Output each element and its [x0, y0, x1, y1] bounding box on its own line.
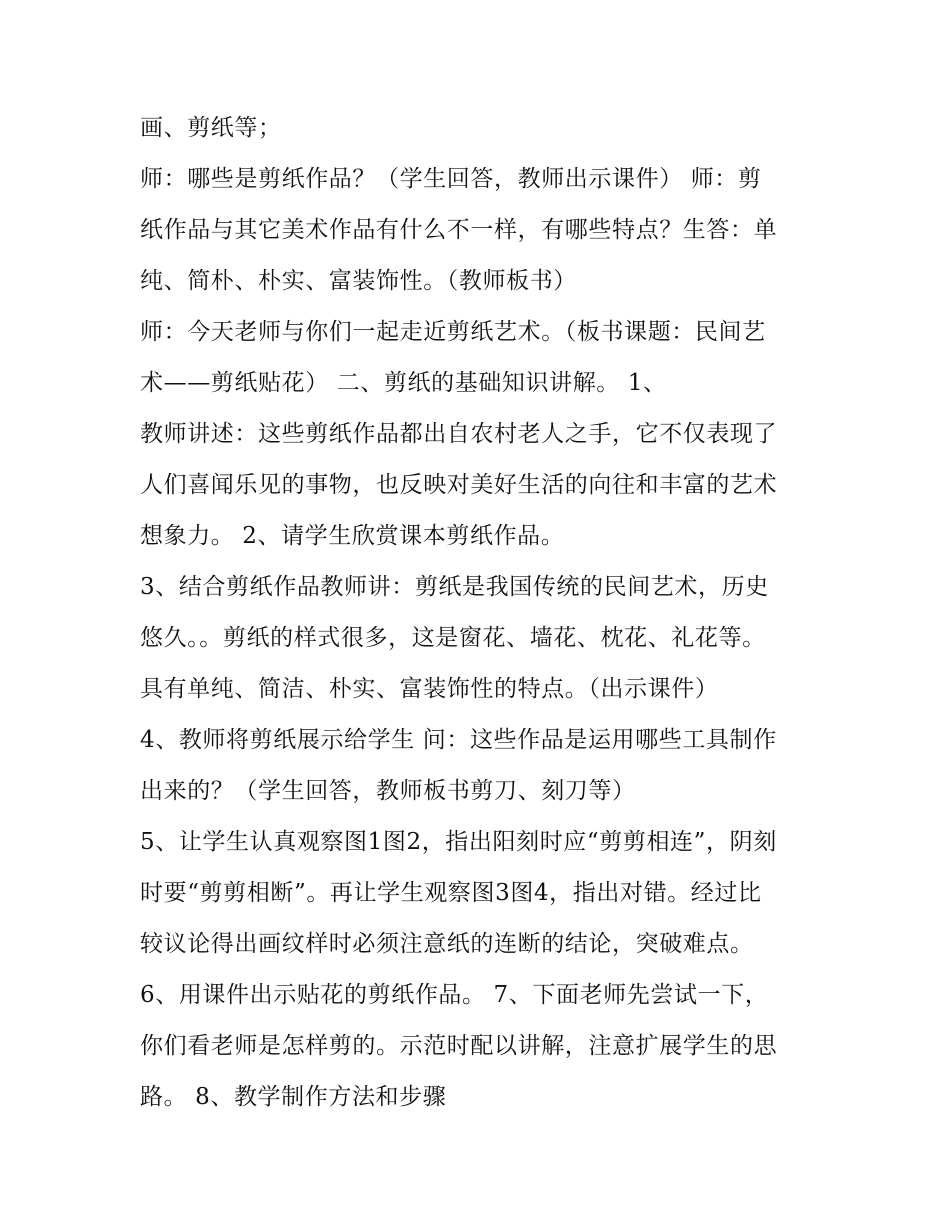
text-line: 术——剪纸贴花） 二、剪纸的基础知识讲解。 1、: [140, 370, 667, 396]
text-line: 出来的？（学生回答，教师板书剪刀、刻刀等）: [140, 778, 636, 804]
text-line: 师：今天老师与你们一起走近剪纸艺术。（板书课题：民间艺: [140, 319, 766, 345]
text-line: 时要“剪剪相断”。再让学生观察图3图4，指出对错。经过比: [140, 880, 762, 906]
text-line: 3、结合剪纸作品教师讲：剪纸是我国传统的民间艺术，历史: [140, 574, 769, 600]
text-line: 想象力。 2、请学生欣赏课本剪纸作品。: [140, 523, 565, 549]
text-line: 较议论得出画纹样时必须注意纸的连断的结论，突破难点。: [140, 931, 754, 957]
text-line: 具有单纯、简洁、朴实、富装饰性的特点。（出示课件）: [140, 676, 719, 702]
text-line: 教师讲述：这些剪纸作品都出自农村老人之手，它不仅表现了: [140, 421, 778, 447]
text-line: 悠久。。剪纸的样式很多，这是窗花、墙花、枕花、礼花等。: [140, 625, 766, 651]
text-line: 师：哪些是剪纸作品？（学生回答，教师出示课件） 师：剪: [140, 166, 762, 192]
text-line: 纸作品与其它美术作品有什么不一样，有哪些特点？生答：单: [140, 217, 778, 243]
text-line: 纯、简朴、朴实、富装饰性。（教师板书）: [140, 268, 577, 294]
text-line: 人们喜闻乐见的事物，也反映对美好生活的向往和丰富的艺术: [140, 472, 778, 498]
text-line: 6、用课件出示贴花的剪纸作品。 7、下面老师先尝试一下，: [140, 982, 769, 1008]
text-line: 4、教师将剪纸展示给学生 问：这些作品是运用哪些工具制作: [140, 727, 777, 753]
text-line: 你们看老师是怎样剪的。示范时配以讲解，注意扩展学生的思: [140, 1033, 778, 1059]
text-line: 画、剪纸等；: [140, 115, 282, 141]
text-line: 5、让学生认真观察图1图2，指出阳刻时应“剪剪相连”，阴刻: [140, 829, 777, 855]
text-line: 路。 8、教学制作方法和步骤: [140, 1084, 447, 1110]
